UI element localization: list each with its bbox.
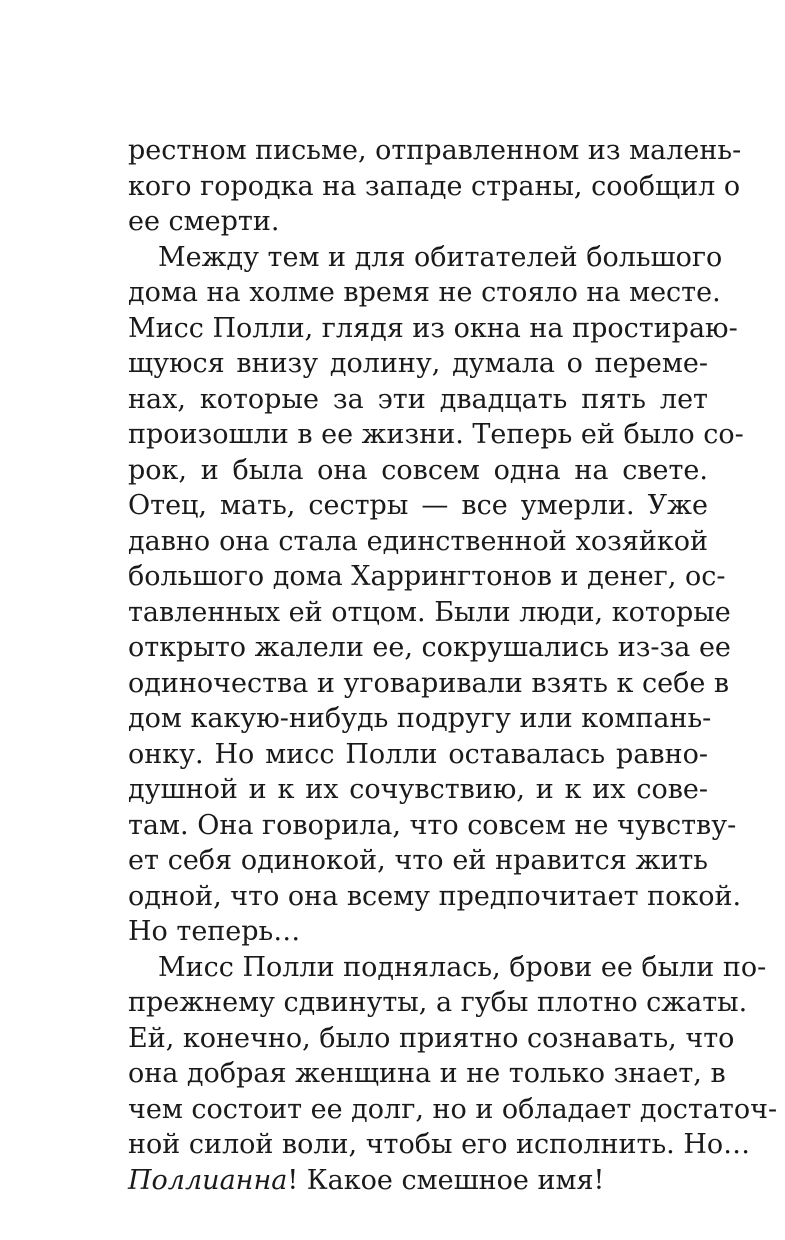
text-line: онку. Но мисс Полли оставалась равно- [128, 738, 708, 770]
text-line: чем состоит ее долг, но и обладает достаточ- [128, 1093, 778, 1125]
text-line: рестном письме, отправленном из малень- [128, 135, 742, 166]
paragraph-1 [128, 133, 742, 240]
text-line: дом какую-нибудь подругу или компань- [128, 703, 712, 734]
text-line: большого дома Харрингтонов и денег, ос- [128, 561, 726, 592]
book-page-text [128, 133, 778, 1198]
paragraph-3 [128, 950, 778, 1199]
text-line: душной и к их сочувствию, и к их сове- [128, 774, 708, 805]
text-line: прежнему сдвинуты, а губы плотно сжаты. [128, 987, 748, 1018]
final-line-rest: ! Какое смешное имя! [287, 1164, 605, 1196]
text-line: Ей, конечно, было приятно сознавать, что [128, 1022, 735, 1054]
text-line: давно она стала единственной хозяйкой [128, 525, 708, 557]
text-line: ной силой воли, чтобы его исполнить. Но… [128, 1129, 751, 1160]
paragraph-2 [128, 240, 744, 950]
text-line: Отец, мать, сестры — все умерли. Уже [128, 490, 708, 521]
text-line: кого городка на западе страны, сообщил о [128, 170, 741, 202]
text-line: Но теперь… [128, 916, 301, 947]
text-line: Между тем и для обитателей большого [158, 241, 723, 273]
text-line: одной, что она всему предпочитает покой. [128, 880, 742, 912]
text-line: дома на холме время не стояло на месте. [128, 277, 721, 308]
text-line: произошли в ее жизни. Теперь ей было со- [128, 419, 744, 450]
text-line: тавленных ей отцом. Были люди, которые [128, 596, 731, 628]
text-line: нах, которые за эти двадцать пять лет [128, 383, 708, 415]
text-line: рок, и была она совсем одна на свете. [128, 454, 708, 486]
text-line: ее смерти. [128, 206, 280, 237]
text-line: Мисс Полли поднялась, брови ее были по- [158, 951, 767, 983]
text-line: щуюся внизу долину, думала о переме- [128, 348, 708, 379]
text-line: ет себя одинокой, что ей нравится жить [128, 845, 708, 876]
italic-name: Поллианна [128, 1164, 288, 1196]
text-line: Мисс Полли, глядя из окна на простираю- [128, 312, 738, 344]
text-line: одиночества и уговаривали взять к себе в [128, 667, 730, 699]
text-line: там. Она говорила, что совсем не чувству- [128, 809, 737, 841]
text-line-final [128, 1163, 708, 1199]
text-line: она добрая женщина и не только знает, в [128, 1058, 726, 1089]
text-line: открыто жалели ее, сокрушались из-за ее [128, 632, 731, 663]
